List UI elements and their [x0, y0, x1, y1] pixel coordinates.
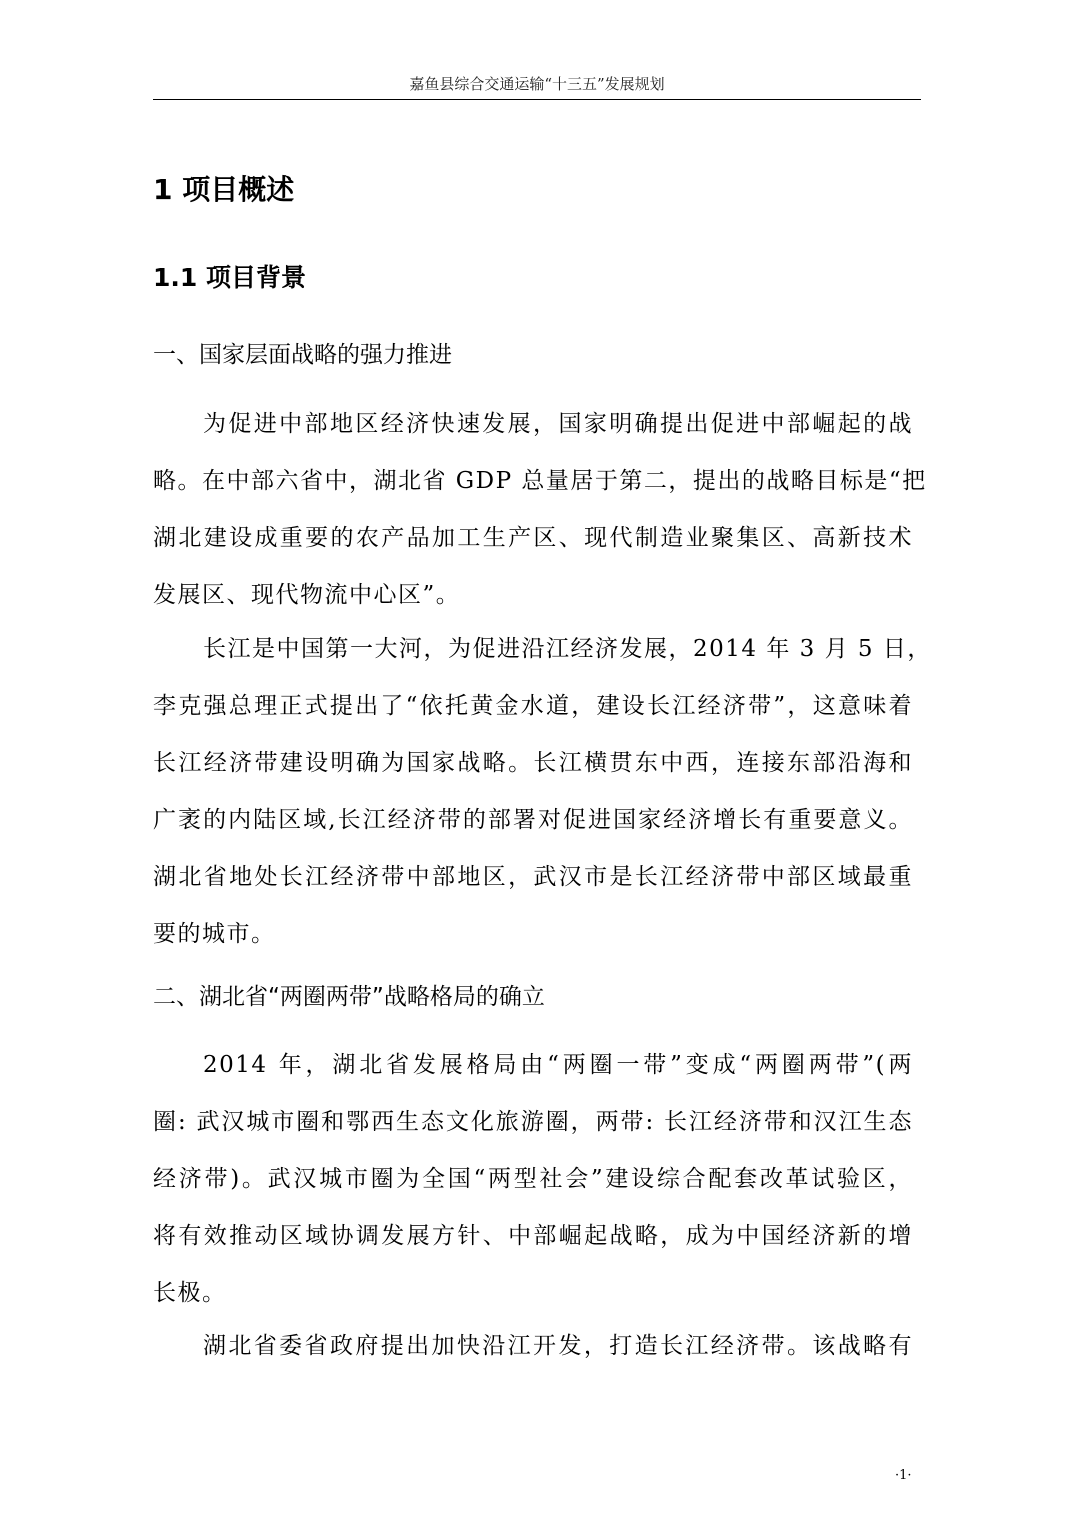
subsection-heading-2: 二、湖北省“两圈两带”战略格局的确立	[153, 984, 545, 1010]
paragraph-line: 湖北省地处长江经济带中部地区，武汉市是长江经济带中部区域最重	[153, 864, 913, 890]
paragraph-line: 圈: 武汉城市圈和鄂西生态文化旅游圈，两带: 长江经济带和汉江生态	[153, 1109, 913, 1135]
paragraph-line: 略。在中部六省中，湖北省 GDP 总量居于第二，提出的战略目标是“把	[153, 468, 927, 494]
paragraph-line: 为促进中部地区经济快速发展，国家明确提出促进中部崛起的战	[203, 411, 913, 437]
paragraph-line: 长极。	[153, 1280, 227, 1306]
paragraph-line: 广袤的内陆区域,长江经济带的部署对促进国家经济增长有重要意义。	[153, 807, 913, 833]
paragraph-line: 将有效推动区域协调发展方针、中部崛起战略，成为中国经济新的增	[153, 1223, 913, 1249]
paragraph-line: 经济带)。武汉城市圈为全国“两型社会”建设综合配套改革试验区，	[153, 1166, 913, 1192]
header-divider	[153, 99, 921, 100]
page-header-title: 嘉鱼县综合交通运输“十三五”发展规划	[409, 75, 665, 93]
paragraph-line: 长江是中国第一大河，为促进沿江经济发展，2014 年 3 月 5 日，	[203, 636, 932, 662]
paragraph-line: 湖北省委省政府提出加快沿江开发，打造长江经济带。该战略有	[203, 1333, 913, 1359]
paragraph-2	[153, 621, 932, 963]
chapter-heading: 1 项目概述	[153, 173, 295, 206]
paragraph-line: 湖北建设成重要的农产品加工生产区、现代制造业聚集区、高新技术	[153, 525, 913, 551]
paragraph-line: 要的城市。	[153, 921, 276, 947]
paragraph-1	[153, 396, 927, 624]
section-heading: 1.1 项目背景	[153, 263, 306, 292]
paragraph-3	[153, 1037, 913, 1322]
paragraph-line: 李克强总理正式提出了“依托黄金水道，建设长江经济带”，这意味着	[153, 693, 913, 719]
paragraph-line: 长江经济带建设明确为国家战略。长江横贯东中西，连接东部沿海和	[153, 750, 913, 776]
paragraph-4	[153, 1318, 913, 1375]
subsection-heading-1: 一、国家层面战略的强力推进	[153, 342, 452, 368]
page-number: ·1·	[895, 1468, 912, 1483]
paragraph-line: 发展区、现代物流中心区”。	[153, 582, 461, 608]
paragraph-line: 2014 年，湖北省发展格局由“两圈一带”变成“两圈两带”(两	[203, 1052, 913, 1078]
